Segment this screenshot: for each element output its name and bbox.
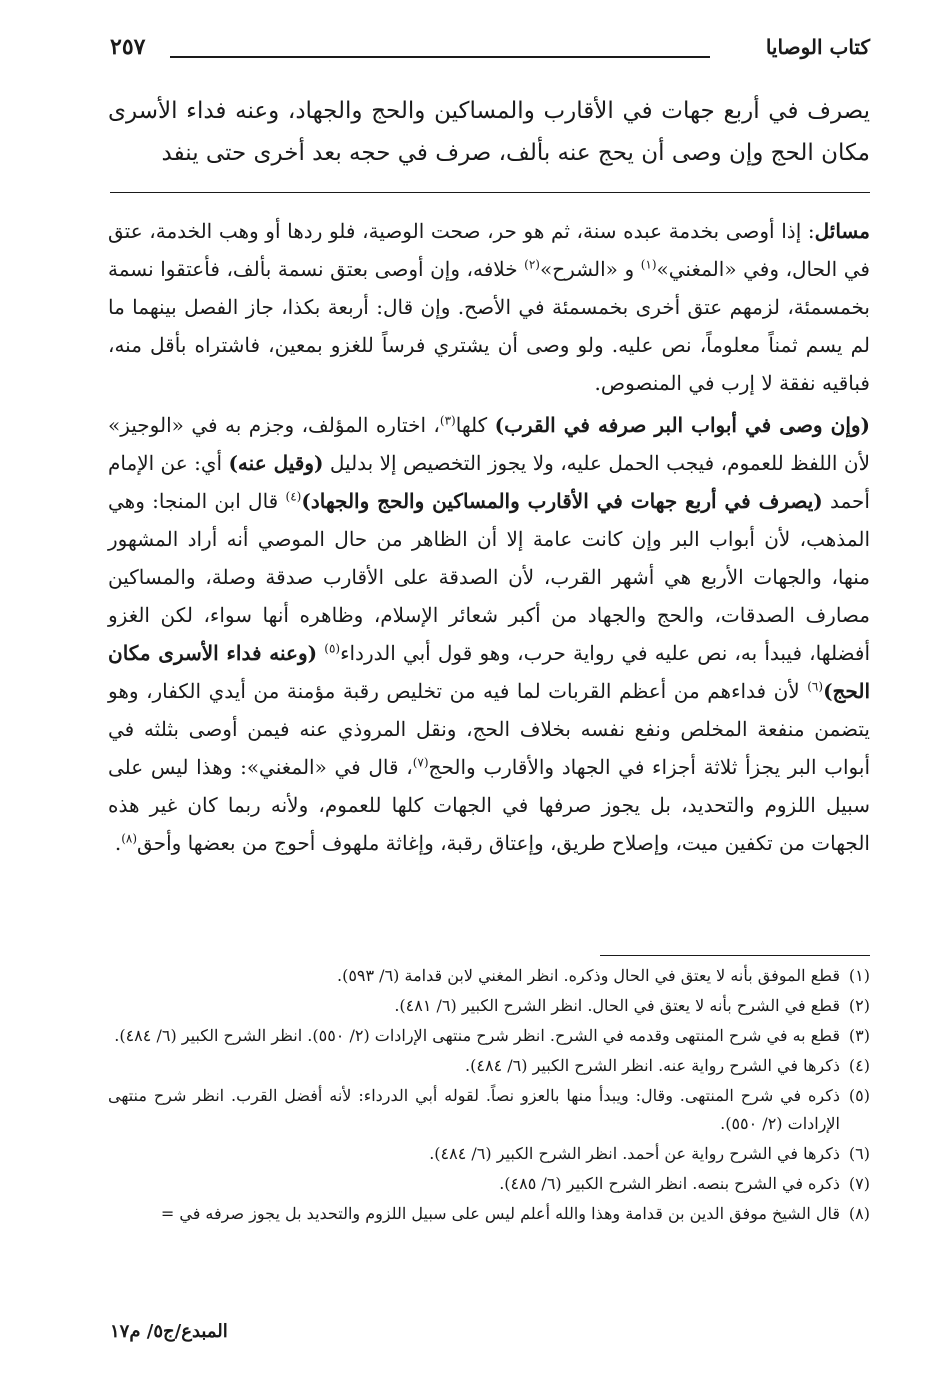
footnote-ref[interactable]: (٢) (524, 257, 540, 272)
footnote-item (108, 1170, 870, 1198)
text-span: خلافه، وإن أوصى بعتق نسمة بألف، فأعتقوا نسمة بخمسمئة، لزمهم عتق أخرى بخمسمئة في الأصح. وإن قال: أربعة بكذا، جاز الفصل بينهما ما لم يسم ثمناً معلوماً، نص عليه. ولو وصى أن يشتري فرساً للغزو بمعين، فاشتراه بأقل منه، فباقيه نفقة لا إرب في المنصوص. (108, 257, 870, 395)
text-span: ، قال في «المغني»: وهذا ليس على سبيل اللزوم والتحديد، بل يجوز صرفها في الجهات كلها للعموم، ولأنه ربما كان غير هذه الجهات من تكفين ميت، وإصلاح طريق، وإعتاق رقبة، وإغاثة ملهوف أحوج من بعضها وأحق (108, 755, 870, 855)
text-span: قال ابن المنجا: وهي المذهب، لأن أبواب البر وإن كانت عامة إلا أن الظاهر من حال الموصي أنه أراد المشهور منها، والجهات الأربع هي أشهر القرب، لأن الصدقة على الأقارب صدقة وصلة، والمساكين مصارف الصدقات، والحج والجهاد من أكبر شعائر الإسلام، وظاهره أنها سواء، لكن الغزو أفضلها، فيبدأ به، نص عليه في رواية حرب، وهو قول أبي الدرداء (108, 489, 871, 665)
page-number: ٢٥٧ (110, 34, 146, 60)
footnote-ref[interactable]: (٦) (807, 679, 824, 694)
footnote-text: قطع الموفق بأنه لا يعتق في الحال وذكره. انظر المغني لابن قدامة (٦/ ٥٩٣). (336, 966, 840, 985)
footnote-divider (600, 955, 870, 956)
footnote-item (108, 1140, 870, 1168)
footnote-ref[interactable]: (١) (640, 257, 657, 272)
footnote-text: ذكرها في الشرح رواية عن أحمد. انظر الشرح الكبير (٦/ ٤٨٤). (429, 1144, 840, 1163)
footnote-text: قال الشيخ موفق الدين بن قدامة وهذا والله أعلم ليس على سبيل اللزوم والتحديد بل يجوز صرفه في = (160, 1204, 840, 1223)
footnote-text: ذكره في شرح المنتهى. وقال: ويبدأ منها بالعزو نصاً. لقوله أبي الدرداء: لأنه أفضل القرب. انظر شرح منتهى الإرادات (٢/ ٥٥٠). (108, 1086, 840, 1133)
matn-quote: (وقيل عنه) (228, 451, 324, 475)
footnote-number: (٧) (848, 1174, 870, 1193)
footnote-number: (٢) (848, 996, 870, 1015)
text-span: كلها (455, 413, 495, 437)
text-span: أي: عن الإمام أحمد (108, 451, 870, 513)
footnote-item (108, 992, 870, 1020)
matn-divider (110, 192, 870, 193)
masail-label: مسائل (814, 219, 870, 243)
footnotes (108, 962, 870, 1230)
commentary-paragraph-1 (108, 212, 870, 402)
footnote-item (108, 1082, 870, 1138)
footnote-item (108, 962, 870, 990)
matn-quote: (وعنه فداء الأسرى مكان الحج) (108, 641, 870, 703)
footnote-number: (٨) (848, 1204, 870, 1223)
footnote-text: قطع في الشرح بأنه لا يعتق في الحال. انظر الشرح الكبير (٦/ ٤٨١). (394, 996, 840, 1015)
footnote-number: (٣) (848, 1026, 870, 1045)
footnote-ref[interactable]: (٣) (439, 413, 456, 428)
footnote-text: ذكرها في الشرح رواية عنه. انظر الشرح الكبير (٦/ ٤٨٤). (465, 1056, 840, 1075)
footnote-number: (١) (848, 966, 870, 985)
commentary-paragraph-2 (108, 406, 870, 862)
text-span: : إذا أوصى بخدمة عبده سنة، ثم هو حر، صحت الوصية، فلو ردها أو وهب الخدمة، عتق في الحال، وفي «المغني» (108, 219, 870, 281)
footnote-text: قطع به في شرح المنتهى وقدمه في الشرح. انظر شرح منتهى الإرادات (٢/ ٥٥٠). انظر الشرح الكبير (٦/ ٤٨٤). (114, 1026, 840, 1045)
text-span: . (114, 831, 122, 855)
text-span: ، اختاره المؤلف، وجزم به في «الوجيز» لأن اللفظ للعموم، فيجب الحمل عليه، ولا يجوز التخصيص إلا بدليل (108, 413, 870, 475)
footnote-number: (٥) (848, 1086, 870, 1105)
matn-quote: (يصرف في أربع جهات في الأقارب والمساكين والحج والجهاد) (301, 489, 823, 513)
footnote-item (108, 1052, 870, 1080)
footnote-item (108, 1022, 870, 1050)
footnote-ref[interactable]: (٧) (412, 755, 429, 770)
printer-signature: المبدع/ج٥/ م١٧ (110, 1321, 228, 1342)
running-header (110, 30, 870, 64)
matn-text: يصرف في أربع جهات في الأقارب والمساكين والحج والجهاد، وعنه فداء الأسرى مكان الحج وإن وصى أن يحج عنه بألف، صرف في حجه بعد أخرى حتى ينفد (108, 98, 870, 166)
footnote-ref[interactable]: (٥) (324, 641, 341, 656)
footnote-ref[interactable]: (٨) (121, 831, 138, 846)
text-span: لأن فداءهم من أعظم القربات لما فيه من تخليص رقبة مؤمنة من أيدي الكفار، وهو يتضمن منفعة المخلص ونفع نفسه بخلاف الحج، ونقل المروذي عنه فيمن أوصى بثلثه في أبواب البر يجزأ ثلاثة أجزاء في الجهاد والأقارب والحج (108, 679, 871, 779)
header-rule (170, 56, 710, 58)
footnote-number: (٦) (848, 1144, 870, 1163)
matn-quote: (وإن وصى في أبواب البر صرفه في القرب) (494, 413, 870, 437)
footnote-ref[interactable]: (٤) (285, 489, 302, 504)
chapter-title: كتاب الوصايا (765, 35, 870, 59)
footnote-number: (٤) (848, 1056, 870, 1075)
footnote-item (108, 1200, 870, 1228)
text-span: و «الشرح» (539, 257, 641, 281)
commentary (108, 212, 870, 866)
footnote-text: ذكره في الشرح بنصه. انظر الشرح الكبير (٦/ ٤٨٥). (499, 1174, 840, 1193)
